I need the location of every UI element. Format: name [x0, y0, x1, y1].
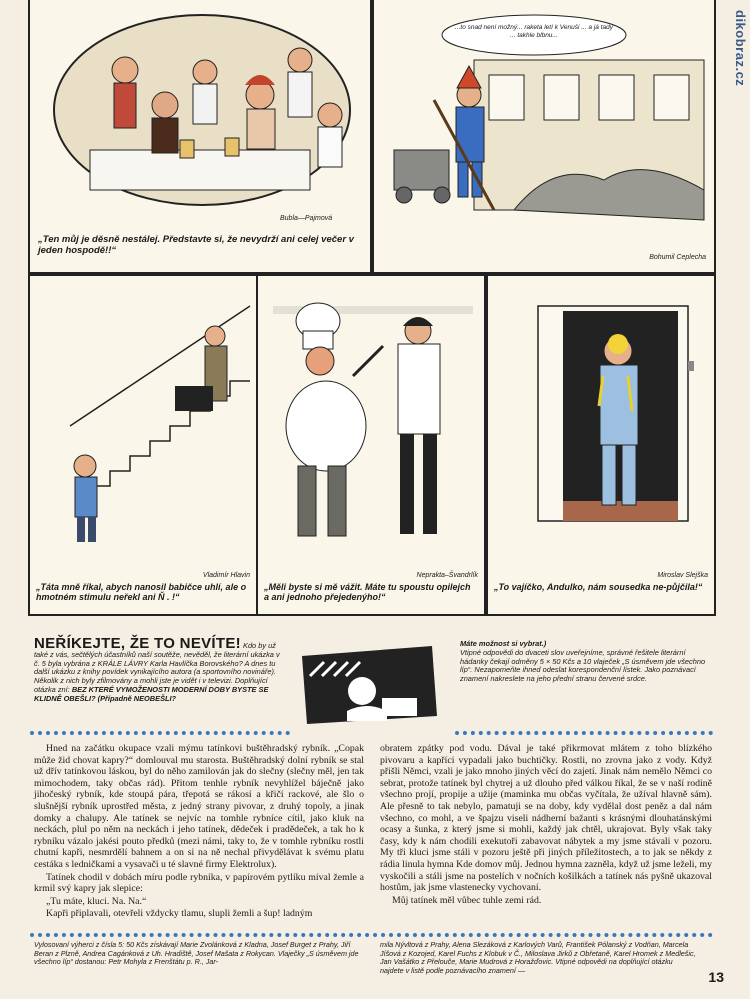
- story-col2-p1: obratem zpátky pod vodu. Dával je také přikrmovat mlátem z toho blízkého pivovaru a kapříci vypadali jako buchtičky. Rostli, no zrovna jako z vody. Když přišli Němci, vzali je jako mnoho jiných věcí do zajetí. Jinak nám nemělo Němci co sebrat, protože tatínek byl chytrej a už dlouho před válkou říkal, že se v naší rodině všechno projí, propije a užije (maminka mu občas vyčítala, že užíval hlavně sám). Ale přesně to tak nebylo, pamatuji se na doby, kdy vydělal dost peněz a dal nám všechno, co mohl, a ve špajzu viseli nádherní bažanti s krásnými dlouhatánskými ocasy a šunka, z který jsme si mohli, každý jak chtěl, ukrajovat. Byly však taky časy, kdy k nám chodili exekutoři zabavovat nábytek a my jsme stávali v pozoru. My tři kluci jsme stáli v pozoru ještě při jiných příležitostech, a to jak se někdy z rádia linula hymna Kde domov můj. Jednou hymna zazněla, když už jsme leželi, my vyskočili a stáli jsme na postelích v nočních košilkách a tatínek nás pyšně ukazoval hostům, jak jsme vlastenecky vychovaní.: [380, 743, 712, 894]
- cartoon-slejska-author: Miroslav Slejška: [657, 572, 708, 579]
- contest-intro-block: [34, 635, 282, 704]
- cartoon-bubla-illustration: [30, 0, 370, 210]
- cartoon-neprakta-caption: „Měli byste si mě vážit. Máte tu spoustu opilejch a ani jednoho přejedenýho!“: [264, 582, 471, 602]
- cartoon-hlavin-caption: „Táta mně říkal, abych nanosil babičce uhlí, ale o hmotném stimulu neřekl ani Ň . !“: [36, 582, 247, 602]
- cartoon-frame-hlavin: [28, 274, 258, 616]
- cartoon-frame-slejska: [486, 274, 716, 616]
- contest-intro: Kdo by už také z vás, sečtělých účastníků naší soutěže, nevěděl, že literární ukázka v č. 5 byla vybrána z KRÁLE LÁVRY Karla Havlíčka Borovského? A dnes tu další ukázku z knihy povídek vynikajícího autora (a sportovního novináře). Několik z nich byly zfilmovány a mohli jste je vidět i v televizi. Doplňující otázka zní:: [34, 641, 280, 694]
- cartoon-bubla-caption: „Ten můj je děsně nestálej. Představte si, že nevydrží ani celej večer v jeden hospodě!!“: [38, 234, 354, 256]
- cartoon-ceplecha-author: Bohumil Ceplecha: [649, 254, 706, 261]
- cartoon-ceplecha-bubble: ...to snad není možný... raketa letí k Venuši ... a já tady ... takhle blbnu...: [454, 24, 613, 39]
- page-number: 13: [708, 969, 724, 985]
- winners-column-1: Vylosovaní výherci z čísla 5: 50 Kčs získávají Marie Zvolánková z Kladna, Josef Burget z Prahy, Jiří Beran z Plzně, Andrea Cagánková z Uh. Hradiště, Josef Mašata z Rokycan. Vlaječky „S úsměvem jde všechno líp“ dostanou: Petr Mohyla z Frenštátu p. R., Jar-: [34, 940, 359, 967]
- contest-rules: Vtipné odpovědi do dvaceti slov uveřejníme, správné řešitele literární hádanky čekají odměny 5 × 50 Kčs a 10 vlaječek „S úsměvem jde všechno líp“. Nezapomeňte ihned odeslat korespondenční lístek. Jako poznávací znamení nakreslete na jeho přední stranu červené srdce.: [460, 647, 706, 684]
- story-col1-p2: Tatínek chodil v dobách míru podle rybníka, v papírovém pytlíku míval žemle a krmil svý kapry jak slepice:: [34, 871, 364, 895]
- story-col2-p2: Můj tatínek měl vůbec tuhle zemi rád.: [392, 894, 542, 906]
- story-column-1: [34, 743, 364, 921]
- cartoon-slejska-caption: „To vajíčko, Andulko, nám sousedka ne-půjčila!“: [494, 582, 703, 592]
- cartoon-hlavin-author: Vladimír Hlavin: [202, 572, 250, 579]
- cartoon-frame-ceplecha: [372, 0, 716, 274]
- story-col1-p1: Hned na začátku okupace vzali mýmu tatínkovi buštěhradský rybník. „Copak může žid chovat kapry?“ domlouval mu starosta. Buštěhradský dolní rybník se stal už dřív tatínkovou láskou, byl do něho zamilován jak do slečny (slečny měl, jen tak mimochodem, taky občas rád). Přitom tenhle rybník nevyhlížel báječně jako jihočeský rybník, kde stoupá pára, třepotá se rákosí a křičí rackové, ale šlo o slušnější rybník uprostřed města, z jedný strany pivovar, z druhý topoly, a jinak domky a chalupy. Ale tatínek se nejvíc na tomhle rybníce cítil, jako kluk na neckách, plul po něm na neckách i jeho tatínek, dědeček i pradědeček, a tak ho k rybníku vázalo jakési pouto předků (mezi námi, taky to, že v tomhle rybníku rostli chutní kapři, nesmrdělí bahnem a on si na ně nechal přivydělávat k svému platu cestáka s ledničkami a vysavači u té slavné firmy Elektrolux).: [34, 743, 364, 870]
- divider-dots-left: [30, 731, 290, 735]
- cartoon-slejska-illustration: [488, 276, 714, 566]
- watermark: dikobraz.cz: [733, 10, 748, 87]
- winners-column-2: mila Nývltová z Prahy, Alena Slezáková z Karlových Varů, František Pólanský z Vodňan, Marcela Jíšová z Kozojed, Karel Fuchs z Klobuk v Č., Miloslava Jirků z Obřetaně, Karel Hromek z Medlešic, Jan Vašátko z Přelouče, Marie Mudrová z Horažďovic. Vtipné odpovědi na doplňující otázku najdete v listě podle poznávacího znamení —: [380, 940, 696, 975]
- story-col1-p4: Kapři připlavali, otevřeli vždycky tlamu, slupli žemli a šup! ladným: [46, 908, 313, 920]
- cartoon-neprakta-author: Neprakta–Švandrlík: [416, 572, 478, 579]
- divider-dots-bottom: [30, 933, 713, 937]
- reader-illustration: [292, 636, 442, 726]
- story-column-2: [380, 743, 712, 907]
- cartoon-bubla-author: Bubla—Pajmová: [280, 215, 333, 222]
- contest-rules-block: [460, 640, 712, 684]
- contest-heading: NEŘÍKEJTE, ŽE TO NEVÍTE!: [34, 635, 241, 652]
- contest-question-tail: Máte možnost si vybrat.): [460, 639, 547, 648]
- cartoon-frame-neprakta: [256, 274, 486, 616]
- cartoon-frame-bubla: [28, 0, 372, 274]
- divider-dots-right: [455, 731, 713, 735]
- story-col1-p3: „Tu máte, kluci. Na. Na.“: [46, 895, 147, 907]
- cartoon-neprakta-illustration: [258, 276, 484, 566]
- cartoon-hlavin-illustration: [30, 276, 256, 566]
- contest-question: BEZ KTERÉ VYMOŽENOSTI MODERNÍ DOBY BYSTE SE KLIDNĚ OBEŠLI? (Případně NEOBEŠLI?: [34, 684, 269, 703]
